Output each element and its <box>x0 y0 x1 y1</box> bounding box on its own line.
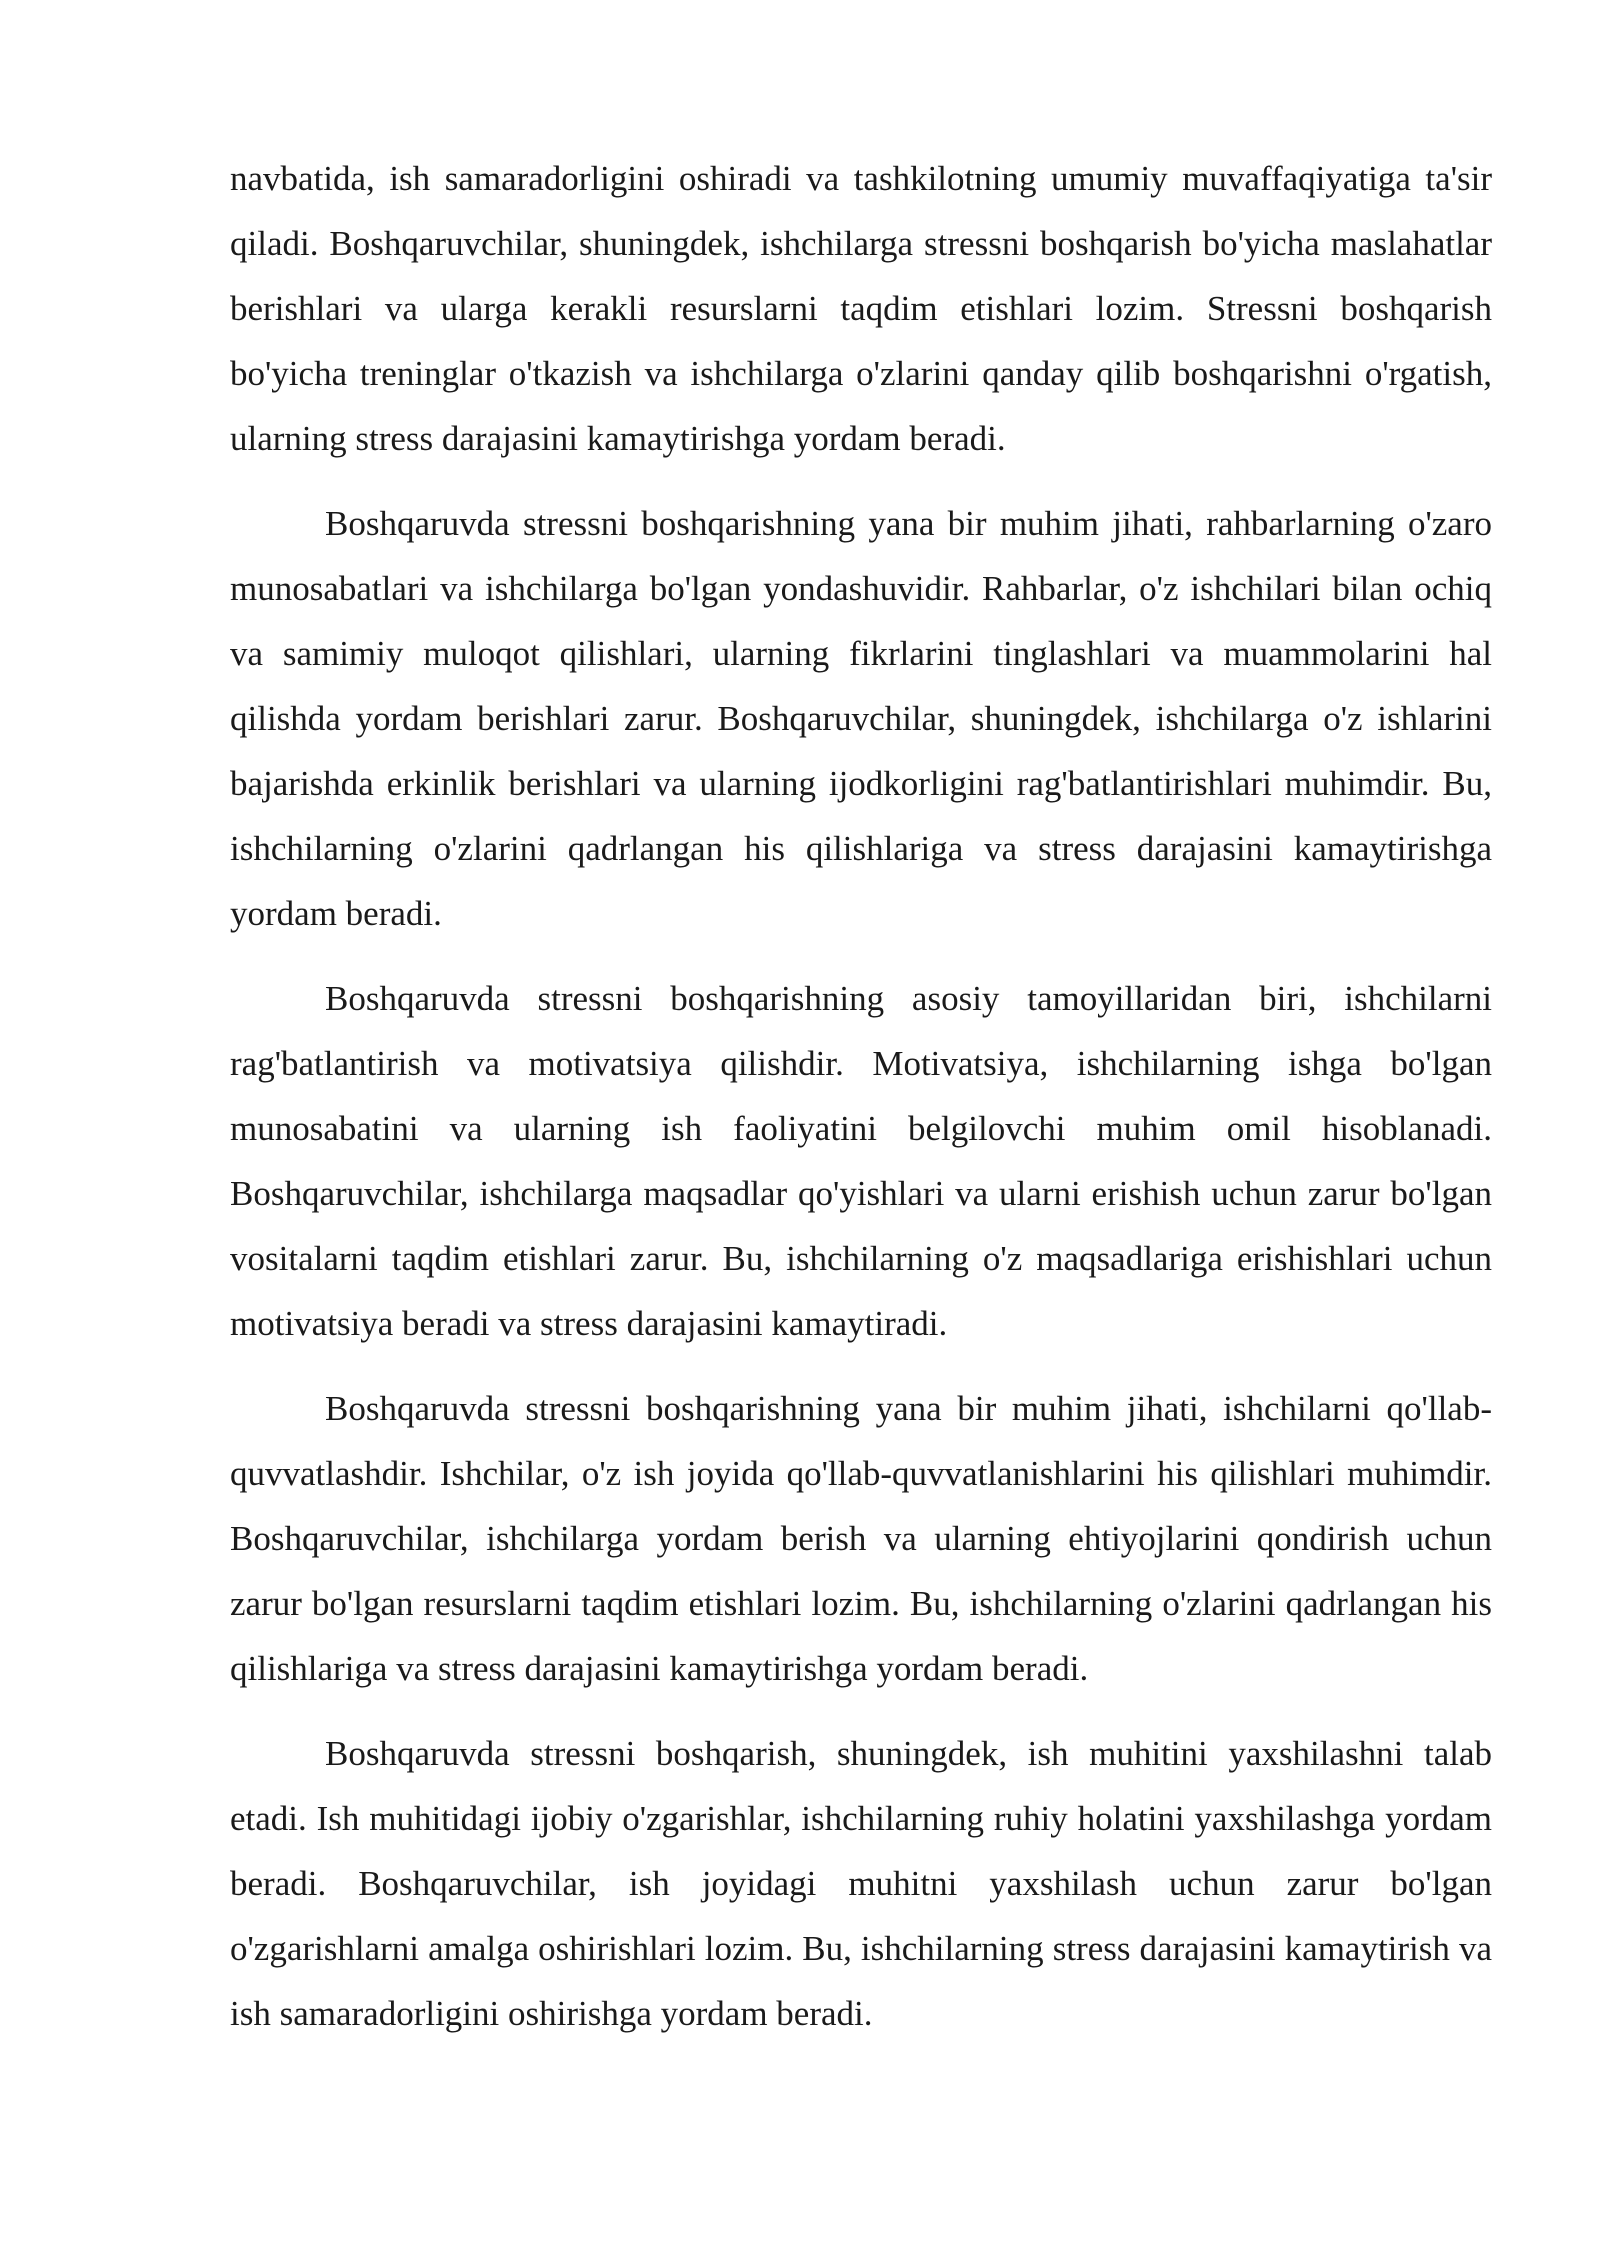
paragraph-3: Boshqaruvda stressni boshqarishning asosiy tamoyillaridan biri, ishchilarni rag'batlantirish va motivatsiya qilishdir. Motivatsiya, ishchilarning ishga bo'lgan munosabatini va ularning ish faoliyatini belgilovchi muhim omil hisoblanadi. Boshqaruvchilar, ishchilarga maqsadlar qo'yishlari va ularni erishish uchun zarur bo'lgan vositalarni taqdim etishlari zarur. Bu, ishchilarning o'z maqsadlariga erishishlari uchun motivatsiya beradi va stress darajasini kamaytiradi. <box>230 979 1492 1343</box>
paragraph-5: Boshqaruvda stressni boshqarish, shuningdek, ish muhitini yaxshilashni talab etadi. Ish muhitidagi ijobiy o'zgarishlar, ishchilarning ruhiy holatini yaxshilashga yordam beradi. Boshqaruvchilar, ish joyidagi muhitni yaxshilash uchun zarur bo'lgan o'zgarishlarni amalga oshirishlari lozim. Bu, ishchilarning stress darajasini kamaytirish va ish samaradorligini oshirishga yordam beradi. <box>230 1734 1492 2033</box>
paragraph-2: Boshqaruvda stressni boshqarishning yana bir muhim jihati, rahbarlarning o'zaro munosabatlari va ishchilarga bo'lgan yondashuvidir. Rahbarlar, o'z ishchilari bilan ochiq va samimiy muloqot qilishlari, ularning fikrlarini tinglashlari va muammolarini hal qilishda yordam berishlari zarur. Boshqaruvchilar, shuningdek, ishchilarga o'z ishlarini bajarishda erkinlik berishlari va ularning ijodkorligini rag'batlantirishlari muhimdir. Bu, ishchilarning o'zlarini qadrlangan his qilishlariga va stress darajasini kamaytirishga yordam beradi. <box>230 504 1492 933</box>
paragraph-4: Boshqaruvda stressni boshqarishning yana bir muhim jihati, ishchilarni qo'llab-quvvatlashdir. Ishchilar, o'z ish joyida qo'llab-quvvatlanishlarini his qilishlari muhimdir. Boshqaruvchilar, ishchilarga yordam berish va ularning ehtiyojlarini qondirish uchun zarur bo'lgan resurslarni taqdim etishlari lozim. Bu, ishchilarning o'zlarini qadrlangan his qilishlariga va stress darajasini kamaytirishga yordam beradi. <box>230 1389 1492 1688</box>
paragraph-1: navbatida, ish samaradorligini oshiradi va tashkilotning umumiy muvaffaqiyatiga ta'sir qiladi. Boshqaruvchilar, shuningdek, ishchilarga stressni boshqarish bo'yicha maslahatlar berishlari va ularga kerakli resurslarni taqdim etishlari lozim. Stressni boshqarish bo'yicha treninglar o'tkazish va ishchilarga o'zlarini qanday qilib boshqarishni o'rgatish, ularning stress darajasini kamaytirishga yordam beradi. <box>230 159 1492 458</box>
document-body <box>230 146 1492 2066</box>
